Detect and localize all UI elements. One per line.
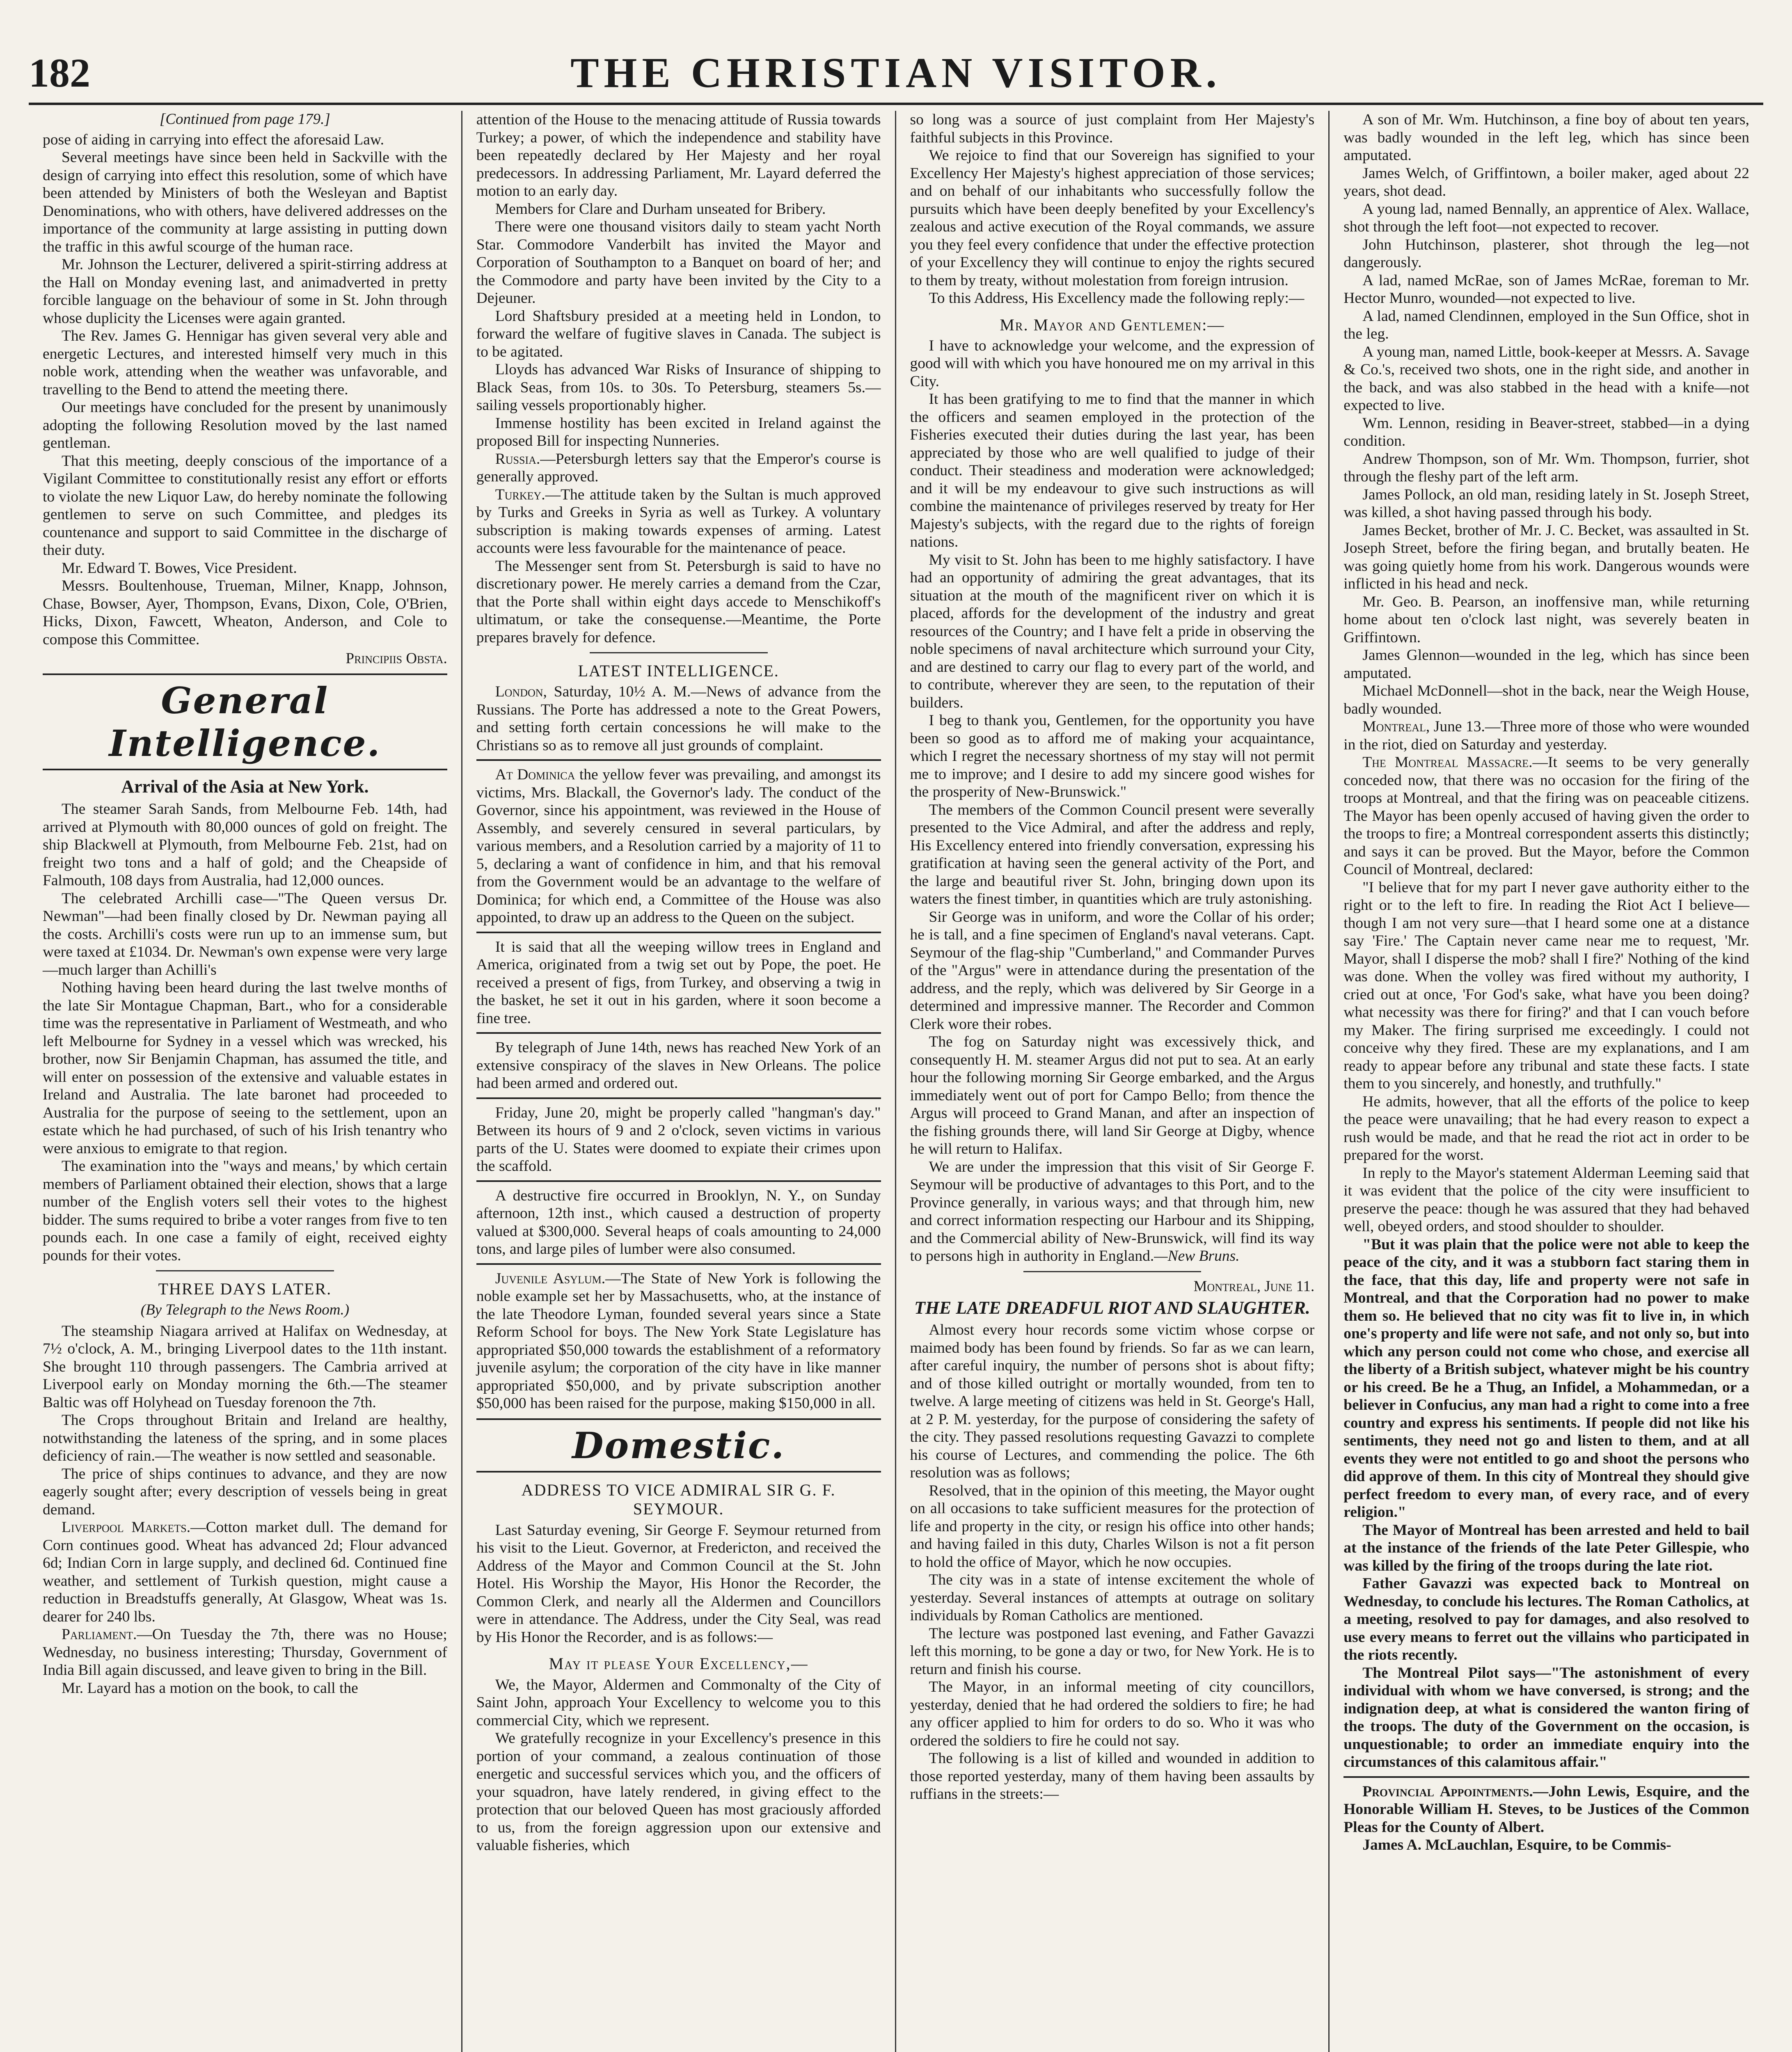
paragraph: "I believe that for my part I never gave authority either to the right or to the left to fire. In reading the Riot Act I believe—though I am not very sure—that I heard some one at a distance say 'Fire.' The Captain never came near me to request, 'Mr. Mayor, shall I disperse the mob? shall I fire?' Nothing of the kind was done. When the volley was fired without my authority, I cried out at once, 'For God's sake, what have you been doing? what necessity was there for firing?' and that I can vouch before my Maker. The firing surprised me exceedingly. I could not conceive why they fired. These are my explanations, and I am ready to appear before any tribunal and state these facts. I state them to you sincerely, and honestly, and truthfully.": [1343, 879, 1749, 1092]
paragraph: We gratefully recognize in your Excellency's presence in this portion of your command, a zealous continuation of those energetic and successful services which you, and the officers of your squadron, have lately rendered, in giving effect to the protection that our beloved Queen has most graciously afforded to us, from the foreign aggression upon our extensive and valuable fisheries, which: [476, 1730, 881, 1854]
paragraph: By telegraph of June 14th, news has reached New York of an extensive conspiracy of the slaves in New Orleans. The police had been armed and ordered out.: [476, 1039, 881, 1092]
paragraph: The lecture was postponed last evening, and Father Gavazzi left this morning, to be gone a day or two, for New York. He is to return and finish his course.: [910, 1625, 1315, 1678]
article-heading: THE LATE DREADFUL RIOT AND SLAUGHTER.: [914, 1297, 1310, 1318]
column-1: [29, 111, 462, 2052]
paragraph: Lloyds has advanced War Risks of Insurance of shipping to Black Seas, from 10s. to 30s. To Petersburg, steamers 5s.—sailing vessels proportionably higher.: [476, 361, 881, 414]
paragraph: He admits, however, that all the efforts of the police to keep the peace were unavailing; that he had every reason to expect a rush would be made, and that he read the riot act in order to be prepared for the worst.: [1343, 1093, 1749, 1163]
divider: [1343, 1776, 1749, 1778]
lead-in: London,: [495, 683, 547, 701]
paragraph: I beg to thank you, Gentlemen, for the opportunity you have been so good as to afford me of making your acquaintance, which I regret the necessary shortness of my stay will not permit me to improve; and I desire to add my sincere good wishes for the prosperity of New-Brunswick.": [910, 712, 1315, 801]
section-title-domestic: Domestic.: [476, 1418, 881, 1473]
lead-in: Juvenile Asylum.: [495, 1270, 606, 1287]
paragraph: [476, 766, 881, 927]
paragraph: [43, 1518, 447, 1626]
paragraph: [476, 486, 881, 557]
lead-in: Montreal,: [1362, 718, 1430, 735]
lead-in: The Montreal Massacre.: [1362, 754, 1533, 771]
lead-in: Provincial Appointments.: [1362, 1783, 1533, 1800]
paragraph-text: June 13.—Three more of those who were wounded in the riot, died on Saturday and yesterday.: [1343, 718, 1750, 753]
paragraph: The steamer Sarah Sands, from Melbourne Feb. 14th, had arrived at Plymouth with 80,000 ounces of gold on freight. The ship Blackwell at Plymouth, from Melbourne Feb. 21st, had on freight two tons and a half of gold; and the Cheapside of Falmouth, 108 days from Australia, had 12,000 ounces.: [43, 801, 447, 889]
paragraph: Immense hostility has been excited in Ireland against the proposed Bill for inspecting Nunneries.: [476, 415, 881, 449]
divider: [476, 1032, 881, 1034]
paragraph-text: —The State of New York is following the noble example set her by Massachusetts, who, at the instance of the late Theodore Lyman, founded several years since a State Reform School for boys. The New York State Legislature has appropriated $50,000 towards the establishment of a reformatory juvenile asylum; the corporation of the city have in like manner appropriated $50,000, and by private subscription another $50,000 has been raised for the purpose, making $150,000 in all.: [476, 1270, 881, 1412]
paragraph-text: —Petersburgh letters say that the Emperor's course is generally approved.: [476, 450, 881, 485]
paragraph-text: We are under the impression that this visit of Sir George F. Seymour will be productive of advantages to this Port, and to the Province generally, in various ways; and that through him, new and correct information respecting our Harbour and its Shipping, and the Commercial ability of New-Brunswick, will find its way to persons high in authority in England.: [910, 1158, 1315, 1265]
paragraph: James Glennon—wounded in the leg, which has since been amputated.: [1343, 647, 1749, 682]
lead-in: Parliament.: [62, 1626, 137, 1643]
paragraph: In reply to the Mayor's statement Alderman Leeming said that it was evident that the police of the city were insufficient to preserve the peace: though he was assured that they had behaved well, obeyed orders, and stood shoulder to shoulder.: [1343, 1164, 1749, 1235]
newspaper-title: THE CHRISTIAN VISITOR.: [570, 49, 1222, 96]
paragraph: The Rev. James G. Hennigar has given several very able and energetic Lectures, and interested himself very much in this noble work, attending when the weather was unfavorable, and travelling to the Bend to attend the meeting there.: [43, 327, 447, 398]
paragraph: [1343, 718, 1749, 753]
paragraph: The members of the Common Council present were severally presented to the Vice Admiral, and after the address and reply, His Excellency entered into friendly conversation, expressing his gratification at having seen the general activity of the Port, and the large and beautiful river St. John, bringing down upon its waters the finest timber, in quantities which are truly astonishing.: [910, 801, 1315, 908]
divider: [156, 1270, 334, 1271]
paragraph: The Messenger sent from St. Petersburgh is said to have no discretionary power. He merely carries a demand from the Czar, that the Porte shall within eight days accede to Menschikoff's ultimatum, or take the consequense.—Meantime, the Porte prepares bravely for defence.: [476, 557, 881, 646]
paragraph: John Hutchinson, plasterer, shot through the leg—not dangerously.: [1343, 236, 1749, 271]
paragraph: The city was in a state of intense excitement the whole of yesterday. Several instances of attempts at outrage on solitary individuals by Roman Catholics are mentioned.: [910, 1571, 1315, 1624]
paragraph: [476, 450, 881, 486]
paragraph-text: —Cotton market dull. The demand for Corn continues good. Wheat has advanced 2d; Flour advanced 6d; Indian Corn in large supply, and declined 6d. Continued fine weather, and settlement of Turkish question, might cause a reduction in Breadstuffs generally, At Glasgow, Wheat was 1s. dearer for 240 lbs.: [43, 1519, 447, 1625]
article-heading: THREE DAYS LATER.: [158, 1280, 332, 1299]
paragraph: [1343, 753, 1749, 879]
paragraph: Lord Shaftsbury presided at a meeting held in London, to forward the welfare of fugitive slaves in Canada. The subject is to be agitated.: [476, 307, 881, 360]
paragraph: Our meetings have concluded for the present by unanimously adopting the following Resolution moved by the last named gentleman.: [43, 399, 447, 452]
paragraph: A lad, named McRae, son of James McRae, foreman to Mr. Hector Munro, wounded—not expected to live.: [1343, 272, 1749, 307]
paragraph: James A. McLauchlan, Esquire, to be Commis-: [1362, 1837, 1671, 1853]
paragraph: James Pollock, an old man, residing lately in St. Joseph Street, was killed, a shot having passed through his body.: [1343, 486, 1749, 521]
paragraph: The steamship Niagara arrived at Halifax on Wednesday, at 7½ o'clock, A. M., bringing Liverpool dates to the 11th instant. She brought 110 through passengers. The Cambria arrived at Liverpool early on Monday morning the 6th.—The steamer Baltic was off Holyhead on Tuesday forenoon the 7th.: [43, 1322, 447, 1411]
column-3: [896, 111, 1330, 2052]
paragraph: A young lad, named Bennally, an apprentice of Alex. Wallace, shot through the left foot—not expected to recover.: [1343, 200, 1749, 235]
source-credit: —New Bruns.: [1154, 1248, 1240, 1265]
article-heading: LATEST INTELLIGENCE.: [578, 662, 779, 680]
paragraph: Michael McDonnell—shot in the back, near the Weigh House, badly wounded.: [1343, 682, 1749, 717]
divider: [1023, 1271, 1202, 1272]
paragraph: We, the Mayor, Aldermen and Commonalty of the City of Saint John, approach Your Excellency to welcome you to this commercial City, which we represent.: [476, 1676, 881, 1729]
signature: Principiis Obsta.: [346, 650, 447, 667]
paragraph: A young man, named Little, book-keeper at Messrs. A. Savage & Co.'s, received two shots, one in the right side, and another in the back, and was also stabbed in the head with a knife—not expected to live.: [1343, 343, 1749, 414]
paragraph: To this Address, His Excellency made the following reply:—: [929, 290, 1305, 307]
article-heading: ADDRESS TO VICE ADMIRAL SIR G. F. SEYMOUR.: [521, 1480, 836, 1518]
paragraph: Nothing having been heard during the last twelve months of the late Sir Montague Chapman, Bart., who for a considerable time was the representative in Parliament of Westmeath, and who left Melbourne for Sydney in a vessel which was wrecked, his brother, now Sir Benjamin Chapman, has assumed the title, and will enter on possession of the extensive and valuable estates in Ireland and Australia. The late baronet had proceeded to Australia for the purpose of seeing to the settlement, upon an estate which he had purchased, of such of his Irish tenantry who were anxious to emigrate to that region.: [43, 979, 447, 1157]
paragraph: attention of the House to the menacing attitude of Russia towards Turkey; a power, of which the independence and stability have been repeatedly declared by Her Majesty and her royal predecessors. In addressing Parliament, Mr. Layard deferred the motion to an early day.: [476, 111, 881, 199]
paragraph: Last Saturday evening, Sir George F. Seymour returned from his visit to the Lieut. Governor, at Fredericton, and received the Address of the Mayor and Common Council at the St. John Hotel. His Worship the Mayor, His Honor the Recorder, the Common Clerk, and nearly all the Aldermen and Councillors were in attendance. The Address, under the City Seal, was read by His Honor the Recorder, and is as follows:—: [476, 1521, 881, 1646]
page-number: 182: [29, 50, 90, 96]
paragraph: Andrew Thompson, son of Mr. Wm. Thompson, furrier, shot through the fleshy part of the left arm.: [1343, 450, 1749, 485]
paragraph: Mr. Layard has a motion on the book, to call the: [62, 1679, 358, 1697]
paragraph: A lad, named Clendinnen, employed in the Sun Office, shot in the leg.: [1343, 307, 1749, 342]
paragraph: Sir George was in uniform, and wore the Collar of his order; he is tall, and a fine specimen of England's naval veterans. Capt. Seymour of the flag-ship "Cumberland," and Commander Purves of the "Argus" were in attendance during the presentation of the address, and the reply, which was delivered by Sir George in a determined and impressive manner. The Recorder and Common Clerk wore their robes.: [910, 908, 1315, 1033]
masthead: [29, 41, 1763, 105]
paragraph: The Crops throughout Britain and Ireland are healthy, notwithstanding the lateness of the spring, and in some places deficiency of rain.—The weather is now settled and seasonable.: [43, 1412, 447, 1465]
paragraph: [910, 1158, 1315, 1265]
paragraph-text: —It seems to be very generally conceded now, that there was no occasion for the firing of the troops at Montreal, and that the firing was on peaceable citizens. The Mayor has been openly accused of having given the order to the troops to fire; a Montreal correspondent asserts this distinctly; and says it can be proved. But the Mayor, before the Common Council of Montreal, declared:: [1343, 754, 1749, 878]
lead-in: At Dominica: [495, 766, 575, 783]
paragraph: [476, 1270, 881, 1413]
paragraph: That this meeting, deeply conscious of the importance of a Vigilant Committee to constitutionally resist any effort or efforts to violate the new Liquor Law, do hereby nominate the following gentlemen to serve on such Committee, and pledges its countenance and support to said Committee in the discharge of their duty.: [43, 452, 447, 559]
paragraph-text: —On Tuesday the 7th, there was no House; Wednesday, no business interesting; Thursday, Government of India Bill again discussed, and leave given to bring in the Bill.: [43, 1626, 447, 1679]
paragraph: The following is a list of killed and wounded in addition to those reported yesterday, many of them having been assaults by ruffians in the streets:—: [910, 1750, 1315, 1803]
paragraph: "But it was plain that the police were not able to keep the peace of the city, and it was a stubborn fact staring them in the face, that this day, life and property were not safe in Montreal, and that the Corporation had no power to make them so. He believed that no city was fit to live in, in which one's property and life were not safe, and not only so, but into which any person could not come who chose, and exercise all the liberty of a British subject, whatever might be his country or his creed. Be he a Thug, an Infidel, a Mohammedan, or a believer in Confucius, any man had a right to come into a free country and express his sentiments. If people did not like his sentiments, they need not go and listen to them, and at all events they were not entitled to go and shoot the persons who did approve of them. In this city of Montreal they should give perfect freedom to every man, of every race, and of every religion.": [1343, 1236, 1749, 1521]
article-columns: [29, 111, 1763, 2052]
paragraph: It is said that all the weeping willow trees in England and America, originated from a twig set out by Pope, the poet. He received a present of figs, from Turkey, and observing a twig in the basket, he set it out in his garden, where it soon become a fine tree.: [476, 938, 881, 1027]
article-heading: Arrival of the Asia at New York.: [121, 776, 369, 797]
paragraph: Mr. Geo. B. Pearson, an inoffensive man, while returning home about ten o'clock last night, was severely beaten in Griffintown.: [1343, 593, 1749, 646]
paragraph: James Welch, of Griffintown, a boiler maker, aged about 22 years, shot dead.: [1343, 165, 1749, 199]
paragraph: James Becket, brother of Mr. J. C. Becket, was assaulted in St. Joseph Street, before the firing began, and brutally beaten. He was going quietly home from his work. Dangerous wounds were inflicted in his head and neck.: [1343, 522, 1749, 592]
paragraph: Members for Clare and Durham unseated for Bribery.: [495, 200, 826, 218]
lead-in: Russia.: [495, 450, 540, 467]
paragraph: Messrs. Boultenhouse, Trueman, Milner, Knapp, Johnson, Chase, Bowser, Ayer, Thompson, Evans, Dixon, Cole, O'Brien, Hicks, Dixon, Fawcett, Wheaton, Anderson, and Cole to compose this Committee.: [43, 577, 447, 648]
paragraph: pose of aiding in carrying into effect the aforesaid Law.: [43, 131, 384, 148]
paragraph: Father Gavazzi was expected back to Montreal on Wednesday, to conclude his lectures. The Roman Catholics, at a meeting, resolved to pay for damages, and also resolved to use every means to ferret out the villains who participated in the riots recently.: [1343, 1575, 1749, 1663]
paragraph: [43, 1626, 447, 1679]
divider: [476, 1097, 881, 1099]
paragraph: Mr. Johnson the Lecturer, delivered a spirit-stirring address at the Hall on Monday evening last, and animadverted in pretty forcible language on the behaviour of some in St. John through whose duplicity the Licenses were again granted.: [43, 256, 447, 327]
divider: [476, 1180, 881, 1182]
paragraph: [476, 683, 881, 754]
paragraph: The price of ships continues to advance, and they are now eagerly sought after; every description of vessels being in great demand.: [43, 1465, 447, 1518]
paragraph: There were one thousand visitors daily to steam yacht North Star. Commodore Vanderbilt has invited the Mayor and Corporation of Southampton to a Banquet on board of her; and the Commodore and party have been invited by the City to a Dejeuner.: [476, 218, 881, 307]
dateline: Montreal, June 11.: [1193, 1278, 1315, 1295]
reply-heading: Mr. Mayor and Gentlemen:—: [1000, 315, 1225, 334]
divider: [476, 759, 881, 761]
paragraph-text: the yellow fever was prevailing, and amongst its victims, Mrs. Blackall, the Governor's lady. The conduct of the Governor, since his appointment, was reviewed in the House of Assembly, and severely censured in several particulars, by various members, and a Resolution carried by a majority of 11 to 5, declaring a want of confidence in him, and that his removal from the Government would be an advantage to the welfare of Dominica; for which end, a Committee of the House was also appointed, to draw up an address to the Queen on the subject.: [476, 766, 881, 926]
paragraph: Almost every hour records some victim whose corpse or maimed body has been found by friends. So far as we can learn, after careful inquiry, the number of persons shot is about fifty; and of those killed outright or mortally wounded, from ten to twelve. A large meeting of citizens was held in St. George's Hall, at 2 P. M. yesterday, for the purpose of considering the safety of the city. They passed resolutions requesting Gavazzi to complete his course of Lectures, and commending the police. The 6th resolution was as follows;: [910, 1321, 1315, 1482]
section-title-general-intelligence: General Intelligence.: [43, 673, 447, 770]
paragraph: [1343, 1783, 1749, 1837]
lead-in: Liverpool Markets.: [62, 1519, 191, 1536]
paragraph: The Montreal Pilot says—"The astonishment of every individual with whom we have conversed, is strong; and the indignation deep, at what is considered the wanton firing of the troops. The duty of the Government on the occasion, is unquestionable; to order an immediate enquiry into the circumstances of this calamitous affair.": [1343, 1664, 1749, 1770]
paragraph: The fog on Saturday night was excessively thick, and consequently H. M. steamer Argus did not put to sea. At an early hour the following morning Sir George embarked, and the Argus immediately went out of port for Campo Bello; from thence the Argus will proceed to Grand Manan, and after an inspection of the fishing grounds there, will land Sir George at Digby, whence he will return to Halifax.: [910, 1033, 1315, 1158]
paragraph: The celebrated Archilli case—"The Queen versus Dr. Newman"—had been finally closed by Dr. Newman paying all the costs. Archilli's costs were run up to an immense sum, but were taxed at £1034. Dr. Newman's own expense were very large—much larger than Achilli's: [43, 890, 447, 978]
divider: [590, 652, 768, 653]
lead-in: Turkey.: [495, 486, 545, 503]
article-subheading: (By Telegraph to the News Room.): [140, 1301, 350, 1318]
paragraph: Several meetings have since been held in Sackville with the design of carrying into effect this resolution, some of which have been attended by Ministers of both the Wesleyan and Baptist Denominations, who with others, have delivered addresses on the importance of the community at large assisting in putting down the traffic in this awful scourge of the human race.: [43, 149, 447, 255]
paragraph-text: Saturday, 10½ A. M.—News of advance from the Russians. The Porte has addressed a note to the Great Powers, and setting forth certain concessions he will make to the Christians so as to remove all just grounds of complaint.: [476, 683, 881, 754]
column-2: [462, 111, 896, 2052]
paragraph: so long was a source of just complaint from Her Majesty's faithful subjects in this Province.: [910, 111, 1315, 146]
paragraph: I have to acknowledge your welcome, and the expression of good will with which you have honoured me on my arrival in this City.: [910, 337, 1315, 390]
paragraph: Friday, June 20, might be properly called "hangman's day." Between its hours of 9 and 2 o'clock, seven victims in various parts of the U. States were doomed to expiate their crimes upon the scaffold.: [476, 1104, 881, 1175]
paragraph: My visit to St. John has been to me highly satisfactory. I have had an opportunity of admiring the great advantages, that its situation at the mouth of the magnificent river on which it is placed, affords for the development of the industry and great resources of the Country; and I have felt a pride in observing the noble specimens of naval architecture which surround your City, and are destined to carry our flag to every part of the world, and to contribute, wherever they are seen, to the reputation of their builders.: [910, 551, 1315, 711]
divider: [476, 1263, 881, 1265]
paragraph: The Mayor, in an informal meeting of city councillors, yesterday, denied that he had ordered the soldiers to fire; he had any officer applied to him for orders to do so. Who it was who ordered the soldiers to fire he could not say.: [910, 1679, 1315, 1749]
paragraph: Mr. Edward T. Bowes, Vice President.: [62, 559, 297, 577]
paragraph: It has been gratifying to me to find that the manner in which the officers and seamen employed in the protection of the Fisheries executed their duties during the last year, has been appreciated by those who are well qualified to judge of their conduct. Their steadiness and moderation were acknowledged; and it will be my endeavour to give such instructions as will combine the maintenance of privileges reserved by treaty for Her Majesty's subjects, with the regard due to the rights of foreign nations.: [910, 391, 1315, 551]
paragraph: We rejoice to find that our Sovereign has signified to your Excellency Her Majesty's highest appreciation of those services; and on behalf of our inhabitants who successfully follow the pursuits which have been deeply benefited by your Excellency's zealous and active execution of the Royal commands, we assure you they feel every confidence that under the effective protection of your Excellency they will continue to enjoy the rights secured to them by treaty, without molestation from foreign intrusion.: [910, 147, 1315, 289]
paragraph: Wm. Lennon, residing in Beaver-street, stabbed—in a dying condition.: [1343, 415, 1749, 449]
paragraph: The Mayor of Montreal has been arrested and held to bail at the instance of the friends of the late Peter Gillespie, who was killed by the firing of the troops during the late riot.: [1343, 1521, 1749, 1574]
paragraph: A son of Mr. Wm. Hutchinson, a fine boy of about ten years, was badly wounded in the left leg, which has since been amputated.: [1343, 111, 1749, 164]
continued-note: [Continued from page 179.]: [159, 111, 330, 128]
paragraph-text: —The attitude taken by the Sultan is much approved by Turks and Greeks in Syria as well as Turkey. A voluntary subscription is making towards expenses of arming. Latest accounts were less favourable for the maintenance of peace.: [476, 486, 881, 557]
paragraph: A destructive fire occurred in Brooklyn, N. Y., on Sunday afternoon, 12th inst., which caused a destruction of property valued at $300,000. Several heaps of coals amounting to 24,000 tons, and large piles of lumber were also consumed.: [476, 1187, 881, 1258]
paragraph: Resolved, that in the opinion of this meeting, the Mayor ought on all occasions to take sufficient measures for the protection of life and property in the city, or resign his office into other hands; and having failed in this duty, Charles Wilson is not a fit person to hold the office of Mayor, which he now occupies.: [910, 1482, 1315, 1571]
divider: [476, 932, 881, 933]
salutation: May it please Your Excellency,—: [549, 1654, 808, 1673]
paragraph: The examination into the "ways and means,' by which certain members of Parliament obtained their election, shows that a large number of the English voters sell their votes to the highest bidder. The sums required to bribe a voter ranges from five to ten pounds each. In one case a family of eight, received eighty pounds for their votes.: [43, 1158, 447, 1264]
paragraph-text: —John Lewis, Esquire, and the Honorable William H. Steves, to be Justices of the Common Pleas for the County of Albert.: [1343, 1783, 1749, 1836]
column-4: [1330, 111, 1763, 2052]
